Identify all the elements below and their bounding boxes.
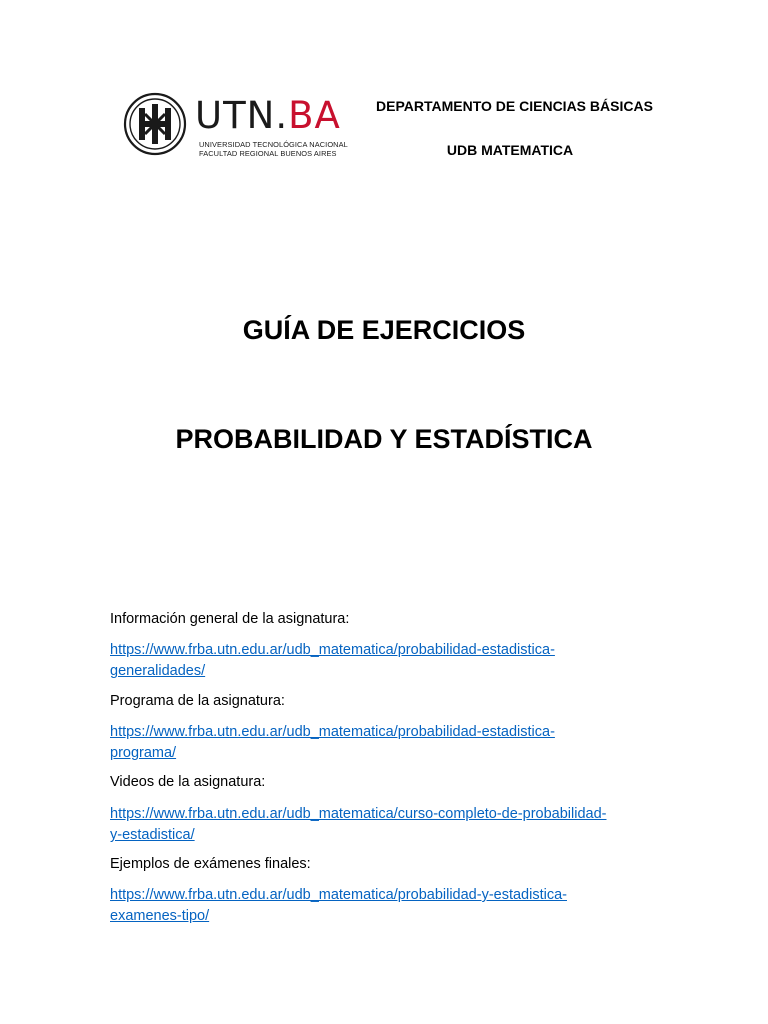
- resource-label-program: Programa de la asignatura:: [110, 693, 285, 709]
- link-line: y-estadistica/: [110, 827, 195, 843]
- resource-label-videos: Videos de la asignatura:: [110, 774, 266, 790]
- link-line: examenes-tipo/: [110, 908, 210, 924]
- link-line: programa/: [110, 745, 177, 761]
- subject-title: PROBABILIDAD Y ESTADÍSTICA: [175, 424, 593, 454]
- utn-emblem-icon: [123, 92, 187, 156]
- department-heading: DEPARTAMENTO DE CIENCIAS BÁSICAS: [376, 98, 653, 114]
- logo-wordmark: [195, 96, 341, 136]
- resource-label-general-info: Información general de la asignatura:: [110, 611, 350, 627]
- logo-subtitle-university: UNIVERSIDAD TECNOLÓGICA NACIONAL: [199, 140, 348, 149]
- resource-link-program[interactable]: [110, 722, 670, 764]
- logo-subtitle-faculty: FACULTAD REGIONAL BUENOS AIRES: [199, 149, 337, 158]
- link-line: https://www.frba.utn.edu.ar/udb_matematica/probabilidad-y-estadistica-: [110, 887, 567, 903]
- page-title: GUÍA DE EJERCICIOS: [242, 315, 526, 345]
- link-line: https://www.frba.utn.edu.ar/udb_matematica/probabilidad-estadistica-: [110, 724, 555, 740]
- resource-link-videos[interactable]: [110, 804, 670, 846]
- utn-ba-logo: [123, 92, 353, 162]
- resource-link-exams[interactable]: [110, 885, 670, 927]
- link-line: generalidades/: [110, 663, 206, 679]
- resource-link-general-info[interactable]: [110, 640, 670, 682]
- link-line: https://www.frba.utn.edu.ar/udb_matematica/probabilidad-estadistica-: [110, 642, 555, 658]
- logo-word-utn: UTN.: [195, 94, 289, 137]
- resource-label-exams: Ejemplos de exámenes finales:: [110, 856, 311, 872]
- logo-word-ba: BA: [288, 94, 341, 137]
- link-line: https://www.frba.utn.edu.ar/udb_matematica/curso-completo-de-probabilidad-: [110, 806, 607, 822]
- unit-heading: UDB MATEMATICA: [446, 142, 574, 158]
